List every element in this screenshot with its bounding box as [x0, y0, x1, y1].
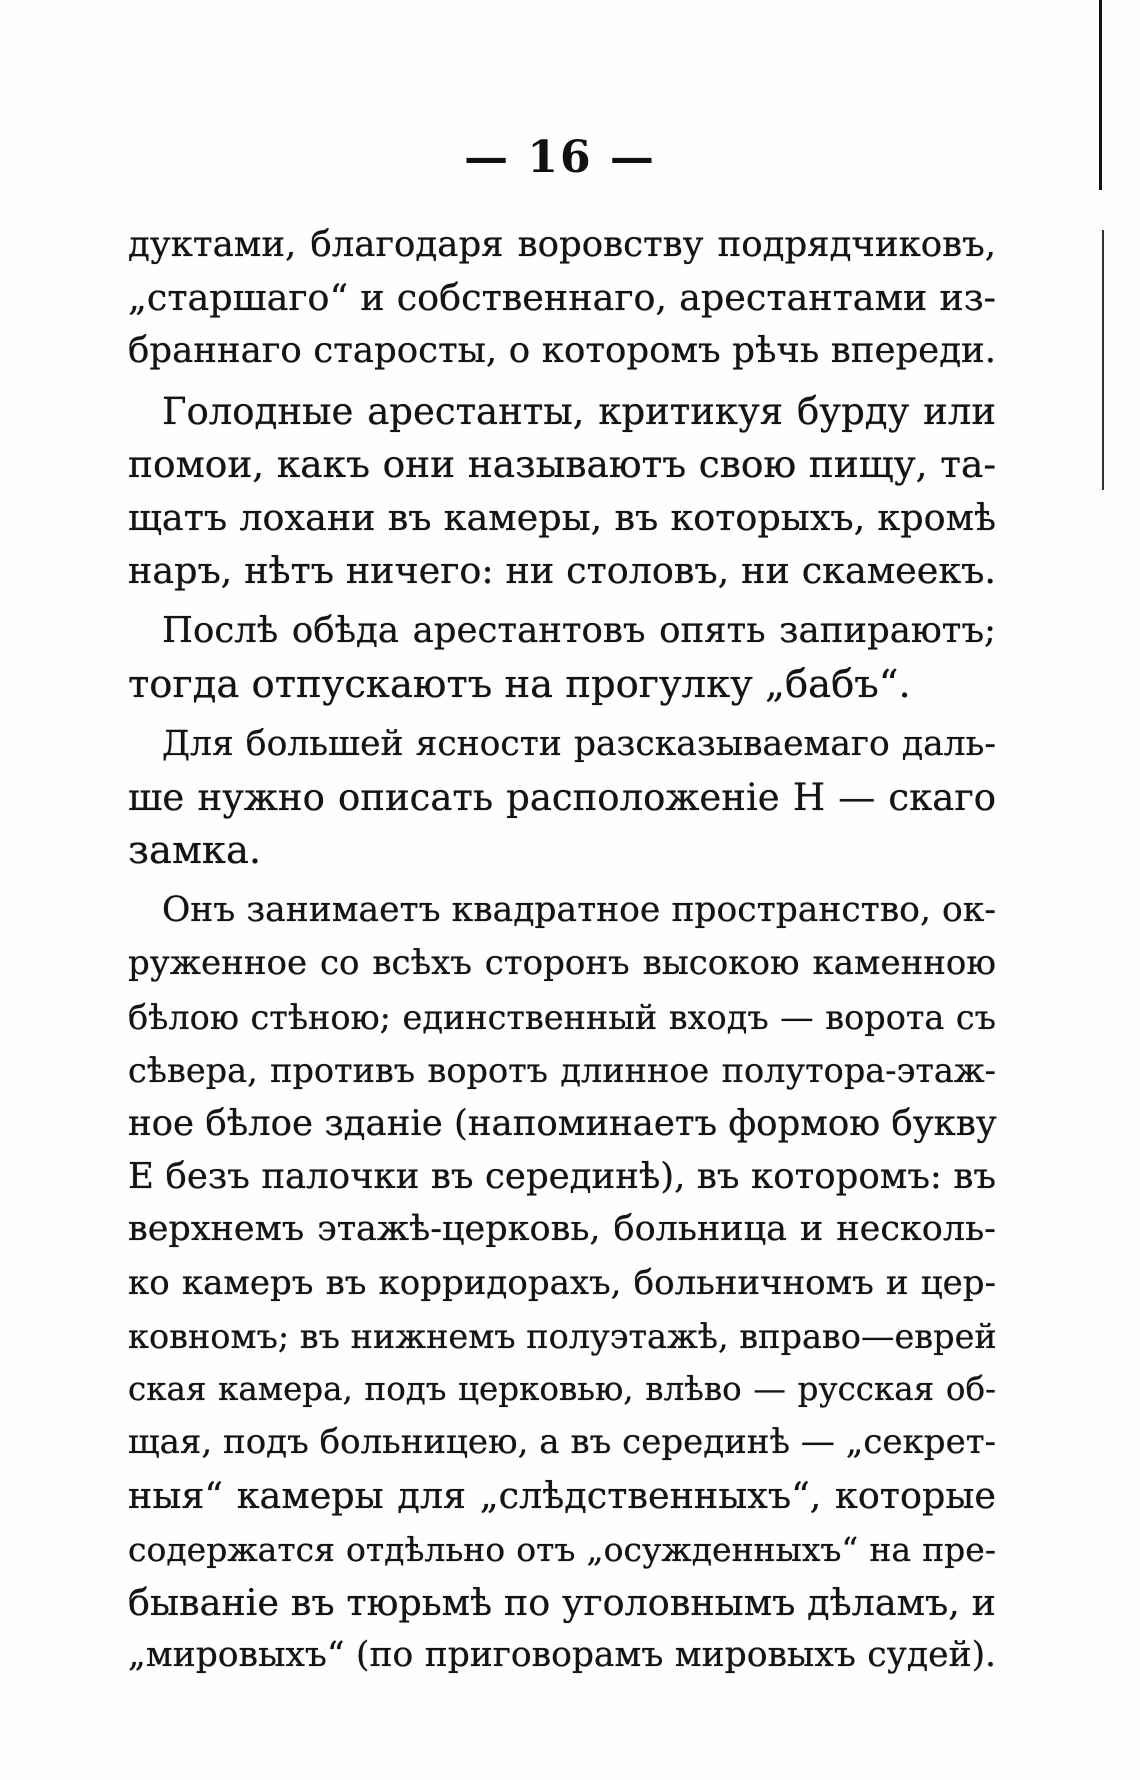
text-line: содержатся отдѣльно отъ „осужденныхъ“ на пре- [128, 1529, 996, 1569]
text-line: Голодные арестанты, критикуя бурду или [162, 389, 996, 433]
text-line: ше нужно описать расположеніе Н — скаго [128, 775, 996, 819]
text-line: бываніе въ тюрьмѣ по уголовнымъ дѣламъ, и [128, 1580, 996, 1624]
text-line: браннаго старосты, о которомъ рѣчь впереди. [128, 330, 996, 372]
text-line: наръ, нѣтъ ничего: ни столовъ, ни скамеекъ. [128, 549, 996, 593]
text-line: замка. [128, 828, 262, 874]
scan-border-line [1102, 230, 1104, 490]
text-line: помои, какъ они называютъ свою пищу, та- [128, 441, 996, 486]
text-line: сѣвера, противъ воротъ длинное полутора-этаж- [128, 1050, 996, 1090]
text-line: бѣлою стѣною; единственный входъ — ворота съ [128, 997, 996, 1037]
text-line: ныя“ камеры для „слѣдственныхъ“, которые [128, 1474, 996, 1518]
text-line: ное бѣлое зданіе (напоминаетъ формою букву [128, 1103, 997, 1144]
text-line: верхнемъ этажѣ-церковь, больница и несколь- [128, 1209, 996, 1250]
text-line: Послѣ обѣда арестантовъ опять запираютъ; [162, 610, 996, 652]
page-number: — 16 — [464, 132, 656, 183]
text-line: „старшаго“ и собственнаго, арестантами из- [128, 276, 996, 320]
text-line: ковномъ; въ нижнемъ полуэтажѣ, вправо—еврей [128, 1316, 997, 1356]
text-line: „мировыхъ“ (по приговорамъ мировыхъ судей). [128, 1634, 996, 1675]
text-line: щатъ лохани въ камеры, въ которыхъ, кромѣ [128, 495, 996, 539]
text-line: Для большей ясности разсказываемаго даль- [162, 723, 996, 764]
text-line: ская камера, подъ церковью, влѣво — русская об- [128, 1369, 996, 1408]
body-text [128, 218, 996, 1682]
text-line: Е безъ палочки въ серединѣ), въ которомъ: въ [128, 1156, 996, 1198]
text-line: ко камеръ въ корридорахъ, больничномъ и цер- [128, 1262, 996, 1303]
text-line: руженное со всѣхъ сторонъ высокою каменною [128, 943, 996, 984]
text-line: тогда отпускаютъ на прогулку „бабъ“. [128, 661, 911, 707]
text-line: дуктами, благодаря воровству подрядчиковъ, [128, 224, 996, 265]
text-line: Онъ занимаетъ квадратное пространство, ок- [162, 890, 996, 931]
text-line: щая, подъ больницею, а въ серединѣ — „секрет- [128, 1422, 996, 1463]
